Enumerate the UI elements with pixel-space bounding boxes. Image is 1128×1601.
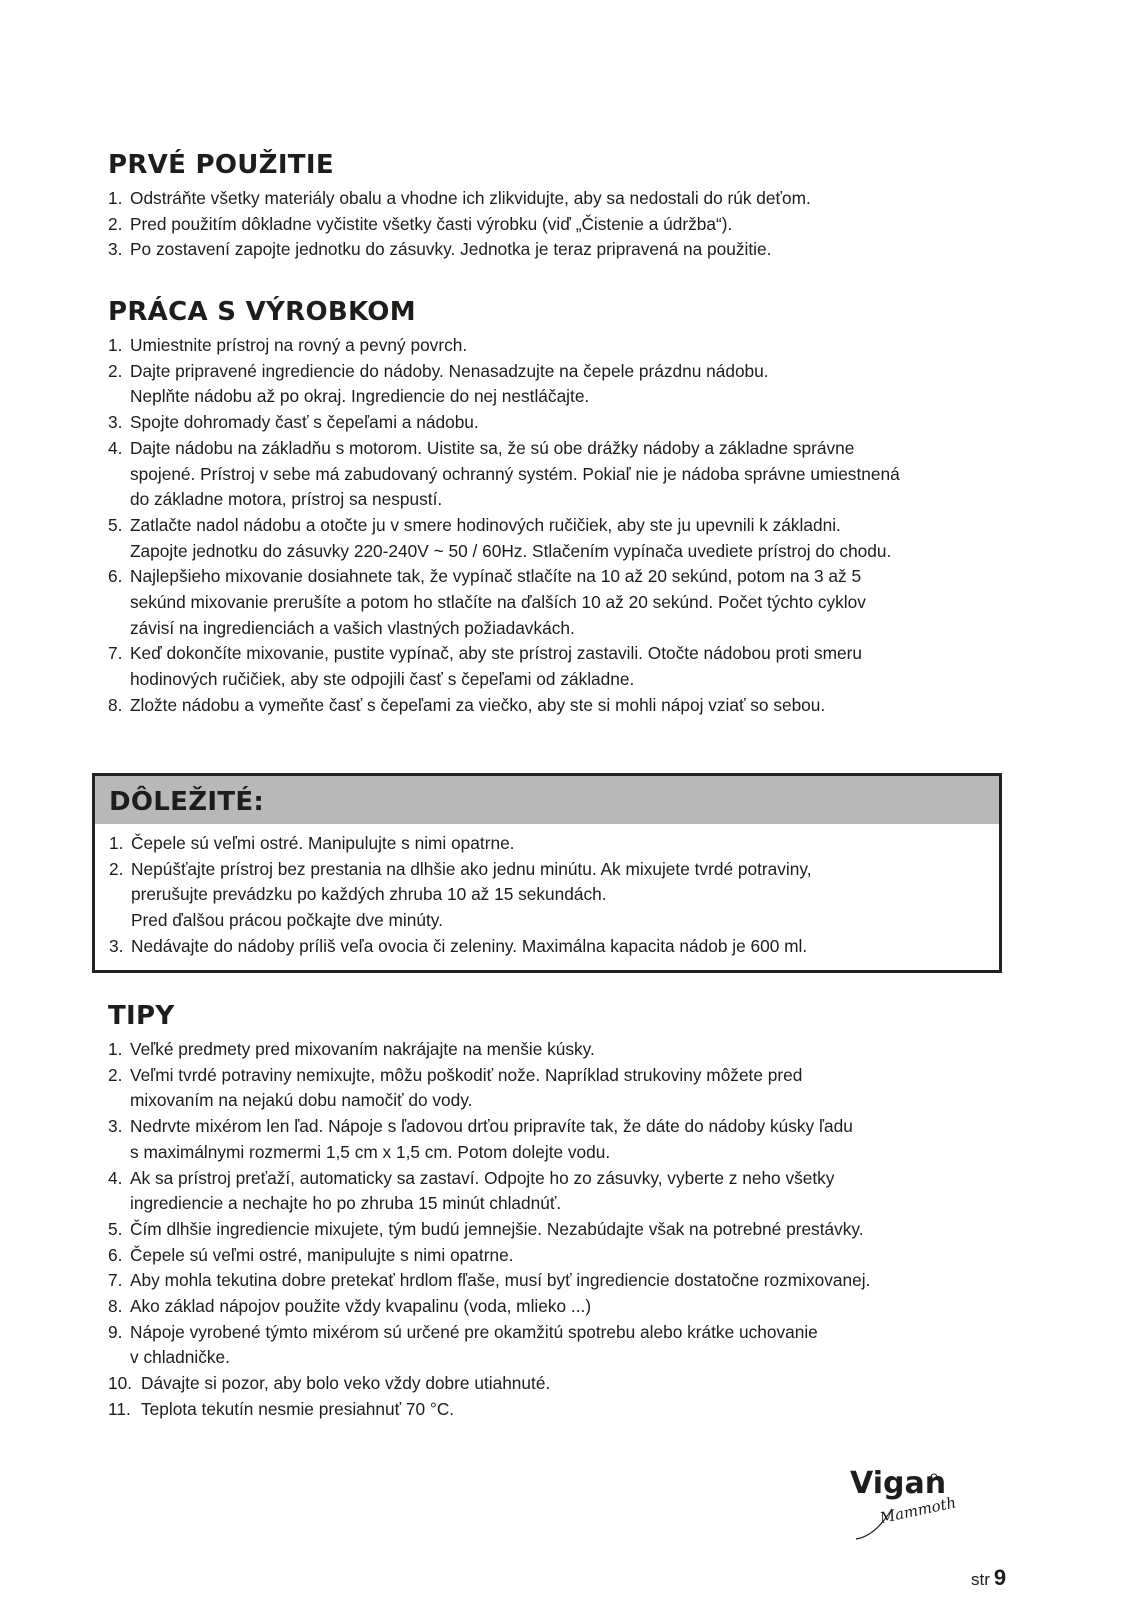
list-item-text: Dávajte si pozor, aby bolo veko vždy dobre utiahnuté.	[141, 1373, 551, 1394]
list-item	[108, 564, 1008, 641]
list-item-number: 4.	[108, 1167, 123, 1188]
list-item	[108, 1166, 1008, 1217]
list-item-text: do základne motora, prístroj sa nespustí.	[130, 489, 443, 510]
list-item-text: s maximálnymi rozmermi 1,5 cm x 1,5 cm. Potom dolejte vodu.	[130, 1141, 611, 1162]
list-item-text: mixovaním na nejakú dobu namočiť do vody.	[130, 1090, 473, 1111]
list-item-text: v chladničke.	[130, 1347, 230, 1368]
list-item-number: 1.	[109, 833, 124, 853]
list-item-text: Zapojte jednotku do zásuvky 220-240V ~ 50 / 60Hz. Stlačením vypínača uvediete prístroj do chodu.	[130, 540, 892, 561]
list-item	[108, 693, 1008, 719]
list-item-text: Nápoje vyrobené týmto mixérom sú určené pre okamžitú spotrebu alebo krátke uchovanie	[130, 1321, 818, 1342]
list-item-text: Teplota tekutín nesmie presiahnuť 70 °C.	[141, 1398, 455, 1419]
list-item-number: 10.	[108, 1373, 133, 1394]
list-item-number: 2.	[109, 858, 124, 879]
list-item	[108, 359, 1008, 410]
list-item-text: Čepele sú veľmi ostré. Manipulujte s nimi opatrne.	[131, 833, 515, 853]
list-item	[108, 333, 1008, 359]
important-box	[92, 773, 1002, 973]
list-item	[108, 1037, 1008, 1063]
section-title: PRVÉ POUŽITIE	[108, 150, 334, 180]
list-item-number: 6.	[108, 566, 123, 587]
list-item-number: 7.	[108, 643, 123, 664]
list-item-text: Neplňte nádobu až po okraj. Ingrediencie do nej nestláčajte.	[130, 386, 590, 407]
list-item-text: Najlepšieho mixovanie dosiahnete tak, že vypínač stlačíte na 10 až 20 sekúnd, potom na 3 až 5	[130, 566, 862, 587]
logo-script: Mammoth	[878, 1493, 958, 1528]
list-item-number: 2.	[108, 213, 123, 234]
list	[108, 1037, 1008, 1423]
list-item	[108, 186, 1008, 212]
list-item	[108, 1243, 1008, 1269]
page-number-value: 9	[993, 1565, 1007, 1590]
important-box-header	[95, 776, 999, 824]
list-item	[108, 641, 1008, 692]
list-item-text: Dajte pripravené ingrediencie do nádoby. Nenasadzujte na čepele prázdnu nádobu.	[130, 360, 769, 381]
list-item-number: 1.	[108, 188, 123, 208]
list-item-text: Spojte dohromady časť s čepeľami a nádobu.	[130, 412, 479, 433]
list-item-number: 6.	[108, 1244, 123, 1265]
list-item-text: Čím dlhšie ingrediencie mixujete, tým budú jemnejšie. Nezabúdajte však na potrebné prestávky.	[130, 1218, 864, 1239]
list-item-text: Veľké predmety pred mixovaním nakrájajte na menšie kúsky.	[130, 1039, 595, 1059]
page-number	[971, 1565, 1006, 1591]
list-item	[108, 1217, 1008, 1243]
list-item-text: Nepúšťajte prístroj bez prestania na dlhšie ako jednu minútu. Ak mixujete tvrdé potraviny,	[131, 858, 812, 879]
list-item	[108, 1268, 1008, 1294]
list-item-number: 3.	[108, 412, 123, 433]
list-item-number: 2.	[108, 1064, 123, 1085]
list-item	[108, 1294, 1008, 1320]
list	[109, 831, 999, 960]
list-item-text: spojené. Prístroj v sebe má zabudovaný ochranný systém. Pokiaľ nie je nádoba správne umiestnená	[130, 463, 900, 484]
list-item-number: 8.	[108, 694, 123, 715]
list-item-text: Zložte nádobu a vymeňte časť s čepeľami za viečko, aby ste si mohli nápoj vziať so sebou.	[130, 694, 826, 715]
list-item-number: 7.	[108, 1270, 123, 1291]
section-title: TIPY	[108, 1001, 175, 1031]
list-item-number: 8.	[108, 1296, 123, 1317]
list-item-number: 4.	[108, 437, 123, 458]
list-item-number: 1.	[108, 1039, 123, 1059]
list-item	[109, 934, 999, 960]
section-operation	[108, 296, 1008, 719]
list-item-text: Ako základ nápojov použite vždy kvapalinu (voda, mlieko ...)	[130, 1296, 592, 1317]
list-item-text: Ak sa prístroj preťaží, automaticky sa zastaví. Odpojte ho zo zásuvky, vyberte z neho všetky	[130, 1167, 835, 1188]
list-item-text: Umiestnite prístroj na rovný a pevný povrch.	[130, 335, 468, 355]
logo-brand: Vigan	[850, 1466, 947, 1501]
list-item-number: 5.	[108, 514, 123, 535]
section-tips	[108, 1000, 1008, 1423]
list-item	[108, 1371, 1008, 1397]
list-item-number: 3.	[109, 935, 124, 956]
list-item	[108, 436, 1008, 513]
list-item-number: 1.	[108, 335, 123, 355]
list-item-number: 11.	[108, 1398, 131, 1419]
list-item-text: Nedávajte do nádoby príliš veľa ovocia či zeleniny. Maximálna kapacita nádob je 600 ml.	[131, 935, 808, 956]
list-item	[108, 410, 1008, 436]
list-item-text: prerušujte prevádzku po každých zhruba 10 až 15 sekundách.	[131, 884, 607, 905]
list-item-text: Čepele sú veľmi ostré, manipulujte s nimi opatrne.	[130, 1244, 514, 1265]
list-item-number: 3.	[108, 1116, 123, 1137]
list-item-text: sekúnd mixovanie prerušíte a potom ho stlačíte na ďalších 10 až 20 sekúnd. Počet týchto cyklov	[130, 592, 866, 613]
list-item-text: Nedrvte mixérom len ľad. Nápoje s ľadovou drťou pripravíte tak, že dáte do nádoby kúsky ľadu	[130, 1116, 853, 1137]
list	[108, 333, 1008, 719]
section-first-use	[108, 149, 1008, 263]
list-item-text: Veľmi tvrdé potraviny nemixujte, môžu poškodiť nože. Napríklad strukoviny môžete pred	[130, 1064, 803, 1085]
section-title: DÔLEŽITÉ:	[109, 787, 265, 817]
list-item	[109, 857, 999, 934]
section-title: PRÁCA S VÝROBKOM	[108, 297, 416, 327]
list-item	[108, 1320, 1008, 1371]
list-item	[108, 513, 1008, 564]
list-item-text: hodinových ručičiek, aby ste odpojili časť s čepeľami od základne.	[130, 669, 635, 690]
list-item-text: Po zostavení zapojte jednotku do zásuvky. Jednotka je teraz pripravená na použitie.	[130, 239, 772, 260]
list-item	[108, 1114, 1008, 1165]
list-item-text: Dajte nádobu na základňu s motorom. Uistite sa, že sú obe drážky nádoby a základne správne	[130, 437, 855, 458]
list-item-text: závisí na ingredienciách a vašich vlastných požiadavkách.	[130, 617, 575, 638]
list-item-text: Pred použitím dôkladne vyčistite všetky časti výrobku (viď „Čistenie a údržba“).	[130, 213, 733, 234]
list-item-text: Aby mohla tekutina dobre pretekať hrdlom fľaše, musí byť ingrediencie dostatočne rozmixovanej.	[130, 1270, 871, 1291]
list-item	[108, 212, 1008, 238]
list	[108, 186, 1008, 263]
list-item-number: 3.	[108, 239, 123, 260]
list-item	[108, 1063, 1008, 1114]
list-item	[108, 237, 1008, 263]
list-item-text: Keď dokončíte mixovanie, pustite vypínač, aby ste prístroj zastavili. Otočte nádobou proti smeru	[130, 643, 862, 664]
list-item-text: Pred ďalšou prácou počkajte dve minúty.	[131, 910, 443, 931]
list-item-text: ingrediencie a nechajte ho po zhruba 15 minút chladnúť.	[130, 1193, 562, 1214]
list-item-number: 9.	[108, 1321, 123, 1342]
page-label: str	[971, 1570, 990, 1589]
list-item	[109, 831, 999, 857]
vigan-mammoth-logo	[850, 1455, 990, 1545]
list-item-text: Zatlačte nadol nádobu a otočte ju v smere hodinových ručičiek, aby ste ju upevnili k základni.	[130, 514, 841, 535]
list-item	[108, 1397, 1008, 1423]
list-item-number: 2.	[108, 360, 123, 381]
list-item-number: 5.	[108, 1218, 123, 1239]
list-item-text: Odstráňte všetky materiály obalu a vhodne ich zlikvidujte, aby sa nedostali do rúk deťom.	[130, 188, 811, 208]
